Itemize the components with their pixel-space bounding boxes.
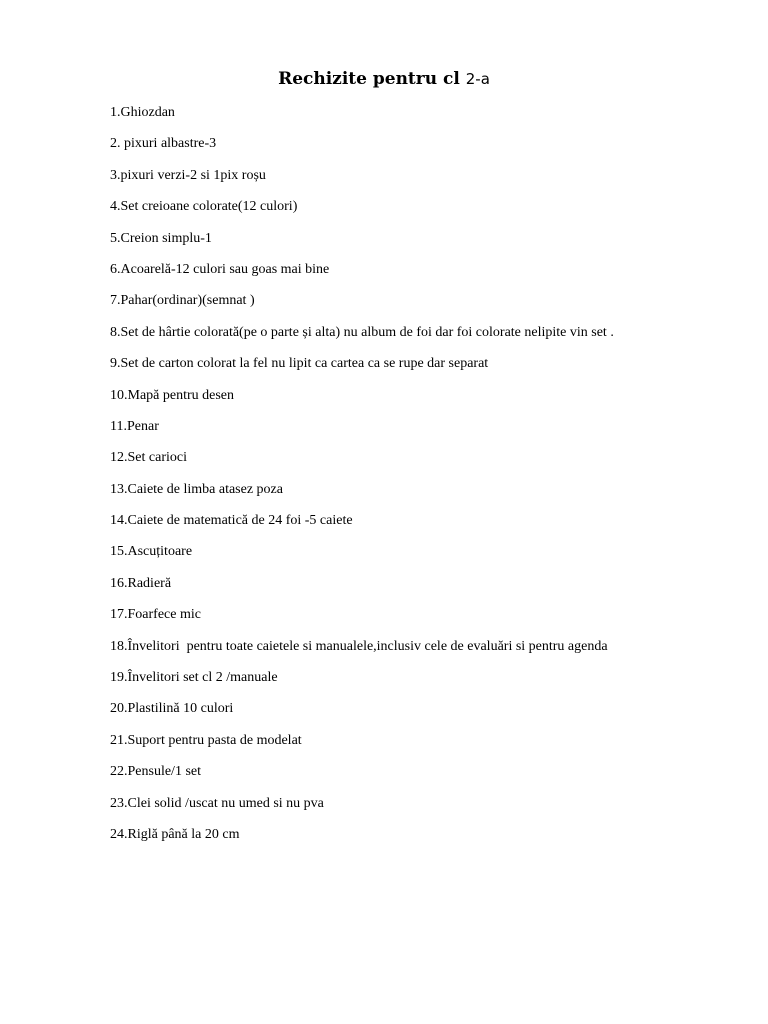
list-item: 24.Riglă până la 20 cm <box>110 826 240 842</box>
list-item: 20.Plastilină 10 culori <box>110 701 234 717</box>
list-item: 15.Ascuțitoare <box>110 544 193 560</box>
title-suffix: 2-a <box>465 70 490 88</box>
list-item: 14.Caiete de matematică de 24 foi -5 caiete <box>110 513 353 529</box>
title-main: Rechizite pentru cl <box>278 69 466 89</box>
list-item: 12.Set carioci <box>110 450 187 466</box>
list-item: 7.Pahar(ordinar)(semnat ) <box>110 293 255 309</box>
list-item: 13.Caiete de limba atasez poza <box>110 481 283 497</box>
list-item: 1.Ghiozdan <box>110 105 175 120</box>
page-title <box>0 67 768 91</box>
list-item: 6.Acoarelă-12 culori sau goas mai bine <box>110 261 330 277</box>
list-item: 3.pixuri verzi-2 si 1pix roșu <box>110 167 266 183</box>
list-item: 22.Pensule/1 set <box>110 764 201 780</box>
list-item: 9.Set de carton colorat la fel nu lipit ca cartea ca se rupe dar separat <box>110 356 489 372</box>
list-item: 16.Radieră <box>110 575 172 591</box>
list-item: 21.Suport pentru pasta de modelat <box>110 732 302 748</box>
list-item: 23.Clei solid /uscat nu umed si nu pva <box>110 795 324 811</box>
list-item: 4.Set creioane colorate(12 culori) <box>110 199 298 215</box>
list-item: 2. pixuri albastre-3 <box>110 136 217 152</box>
list-item: 8.Set de hârtie colorată(pe o parte și alta) nu album de foi dar foi colorate nelipite vin set . <box>110 324 614 340</box>
list-item: 17.Foarfece mic <box>110 607 201 623</box>
list-item: 11.Penar <box>110 418 159 434</box>
list-item: 5.Creion simplu-1 <box>110 230 212 246</box>
supplies-list <box>110 103 750 856</box>
list-item: 19.Învelitori set cl 2 /manuale <box>110 670 278 686</box>
list-item: 18.Învelitori pentru toate caietele si manualele,inclusiv cele de evaluări si pentru agenda <box>110 638 608 654</box>
list-item: 10.Mapă pentru desen <box>110 387 235 403</box>
